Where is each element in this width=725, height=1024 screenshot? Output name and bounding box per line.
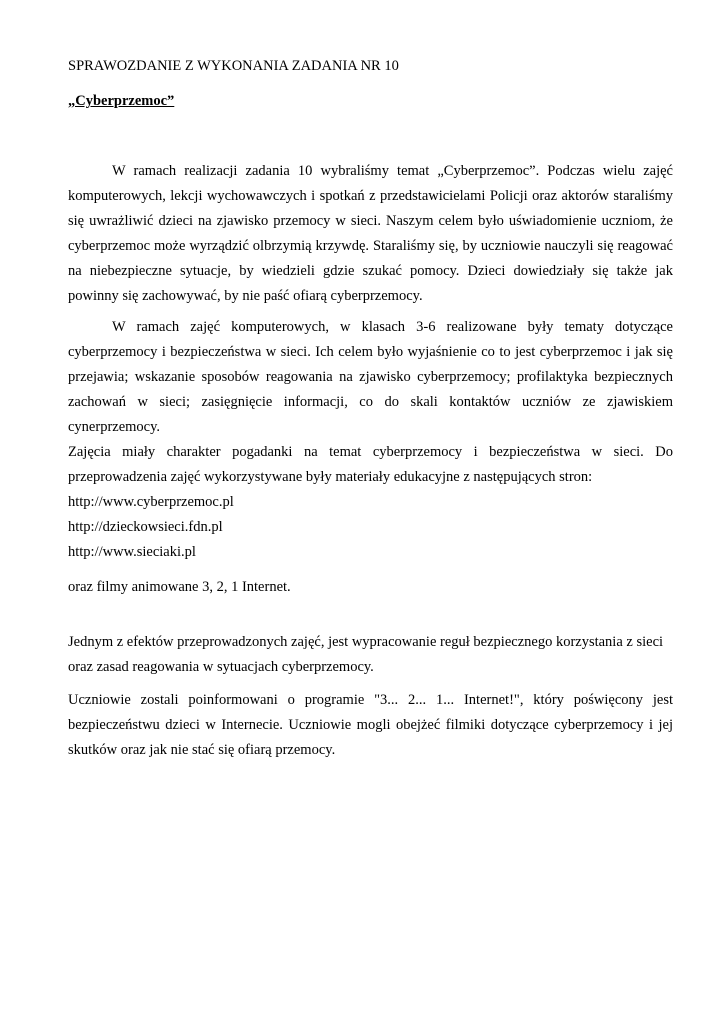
paragraph-films: oraz filmy animowane 3, 2, 1 Internet.	[68, 579, 291, 595]
report-title: SPRAWOZDANIE Z WYKONANIA ZADANIA NR 10	[68, 58, 399, 74]
link-cyberprzemoc[interactable]: http://www.cyberprzemoc.pl	[68, 494, 234, 510]
paragraph-program: Uczniowie zostali poinformowani o programie "3... 2... 1... Internet!", który poświęcony jest bezpieczeństwu dzieci w Internecie. Uczniowie mogli obejżeć filmiki dotyczące cyberprzemocy i jej skutków oraz jak nie stać się ofiarą przemocy.	[68, 692, 673, 758]
document-body	[68, 54, 673, 763]
link-sieciaki[interactable]: http://www.sieciaki.pl	[68, 544, 196, 560]
link-dzieckowsieci[interactable]: http://dzieckowsieci.fdn.pl	[68, 519, 223, 535]
paragraph-materials: Zajęcia miały charakter pogadanki na temat cyberprzemocy i bezpieczeństwa w sieci. Do przeprowadzenia zajęć wykorzystywane były materiały edukacyjne z następujących stron:	[68, 444, 673, 485]
paragraph-effects: Jednym z efektów przeprowadzonych zajęć, jest wypracowanie reguł bezpiecznego korzystania z sieci oraz zasad reagowania w sytuacjach cyberprzemocy.	[68, 634, 664, 675]
link-list	[68, 490, 673, 565]
paragraph-computer-classes: W ramach zajęć komputerowych, w klasach 3-6 realizowane były tematy dotyczące cyberprzemocy i bezpieczeństwa w sieci. Ich celem było wyjaśnienie co to jest cyberprzemoc i jak się przejawia; wskazanie sposobów reagowania na zjawisko cyberprzemocy; profilaktyka bezpiecznych zachowań w sieci; zasięgnięcie informacji, co do skali kontaktów uczniów ze zjawiskiem cynerprzemocy.	[68, 319, 673, 435]
topic-title: „Cyberprzemoc”	[68, 93, 175, 109]
paragraph-intro: W ramach realizacji zadania 10 wybraliśmy temat „Cyberprzemoc”. Podczas wielu zajęć komputerowych, lekcji wychowawczych i spotkań z przedstawicielami Policji oraz aktorów staraliśmy się uwrażliwić dzieci na zjawisko przemocy w sieci. Naszym celem było uświadomienie uczniom, że cyberprzemoc może wyrządzić olbrzymią krzywdę. Staraliśmy się, by uczniowie nauczyli się reagować na niebezpieczne sytuacje, by wiedzieli gdzie szukać pomocy. Dzieci dowiedziały się także jak powinny się zachowywać, by nie paść ofiarą cyberprzemocy.	[68, 163, 673, 304]
